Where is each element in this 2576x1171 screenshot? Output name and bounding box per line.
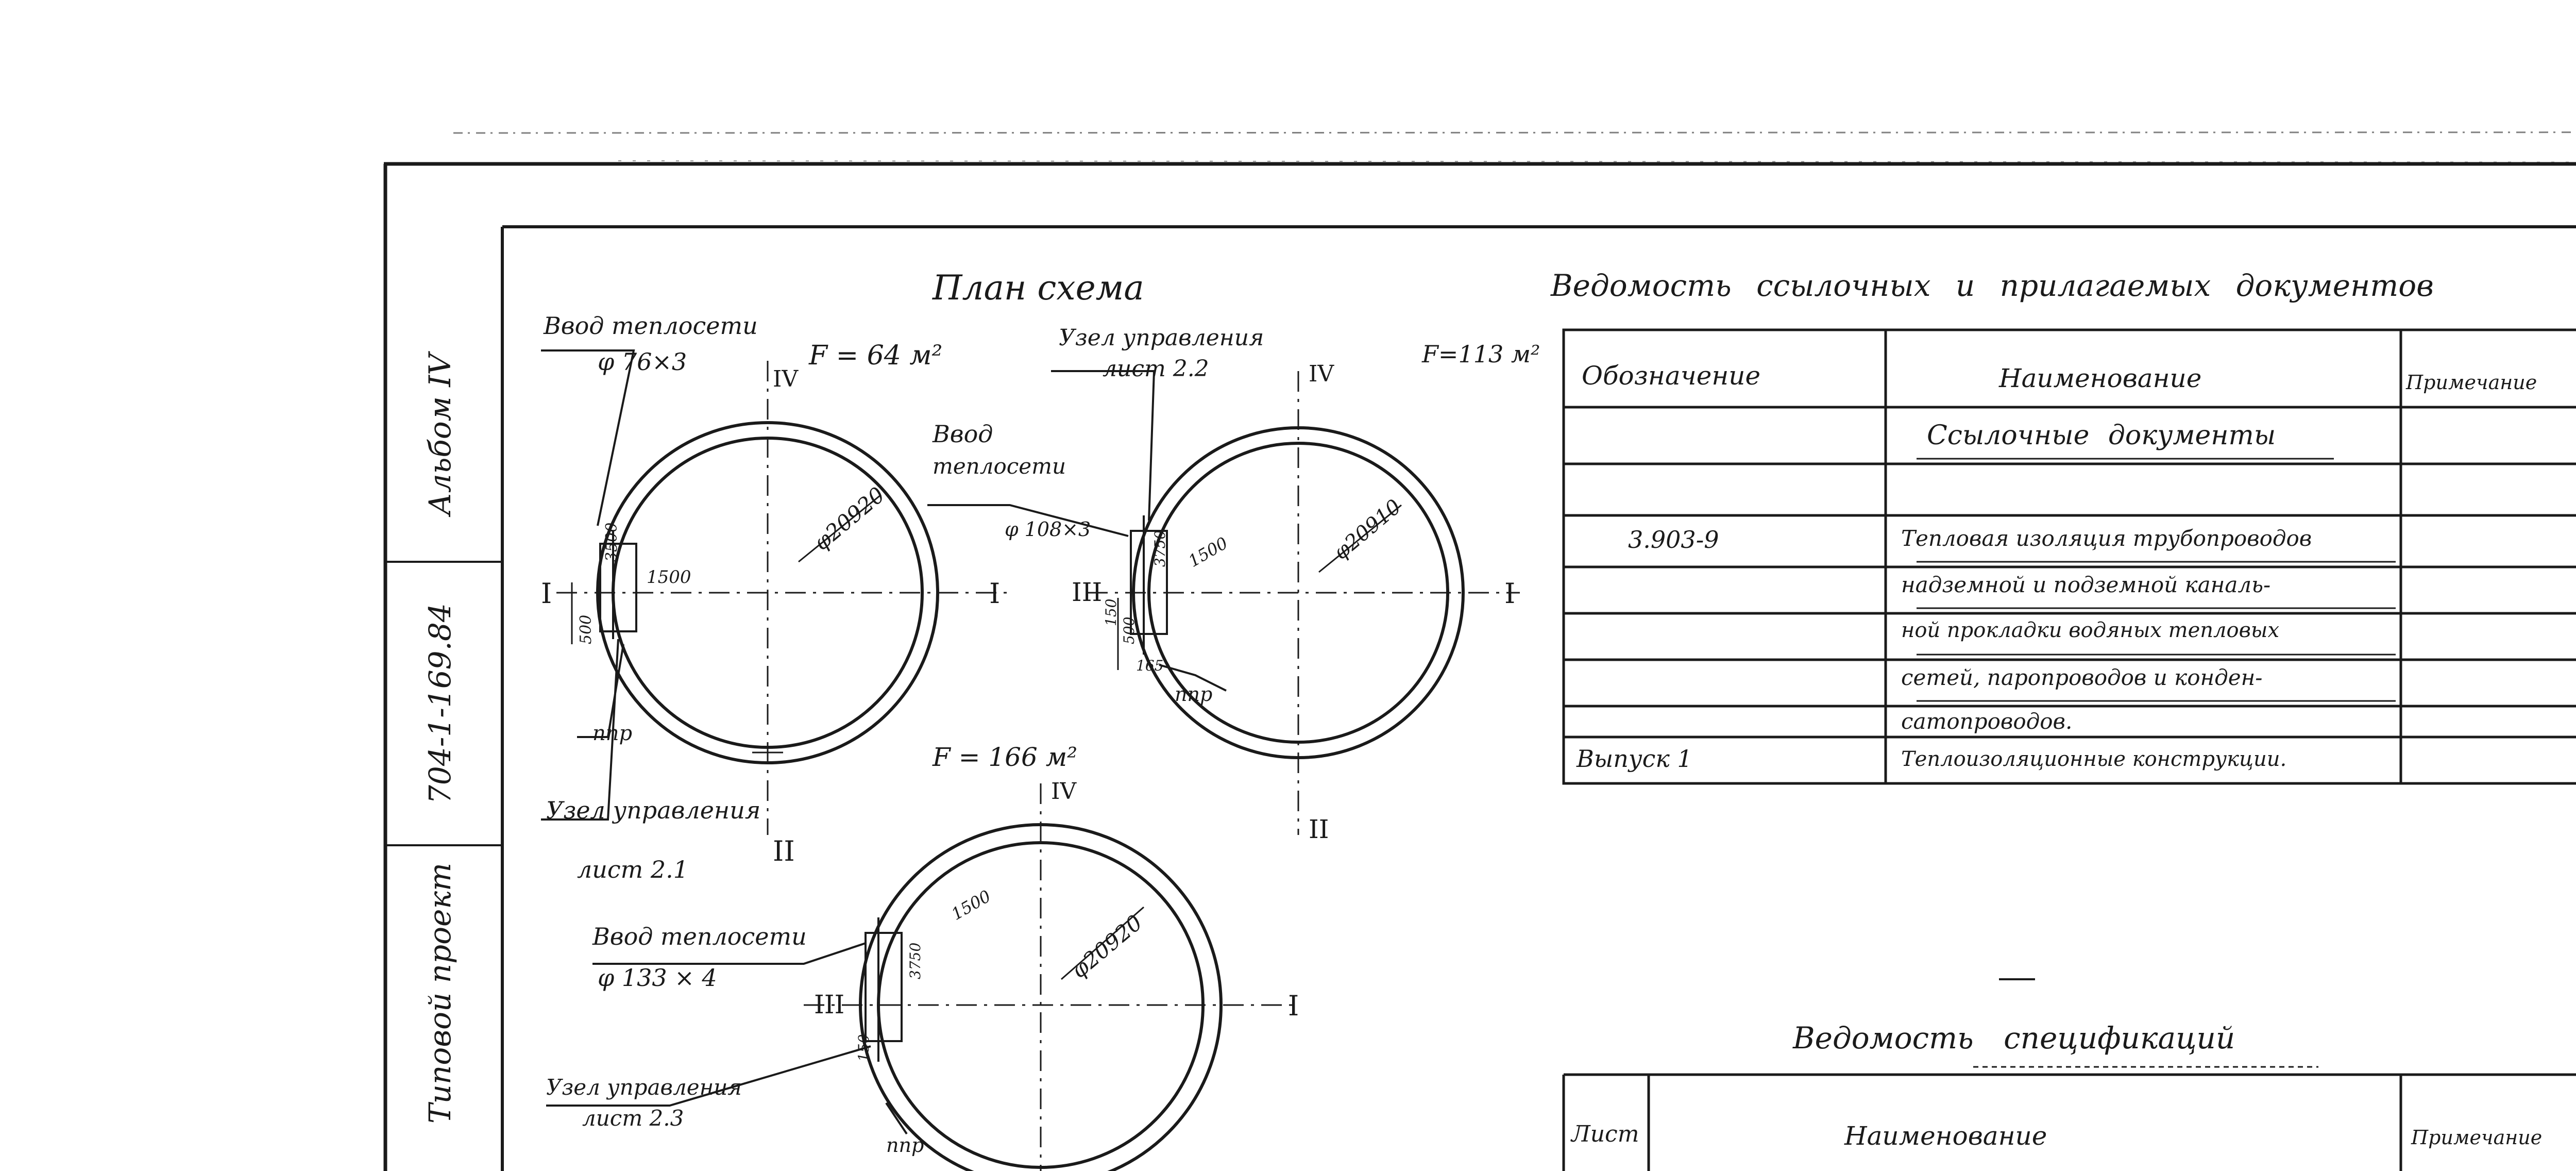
c2-inlet-label-2: теплосети bbox=[933, 454, 1066, 479]
refs-title: Ведомость ссылочных и прилагаемых документов bbox=[1551, 268, 2434, 303]
c1-diameter: φ20920 bbox=[809, 482, 890, 556]
c2-dim-3750: 3750 bbox=[1151, 530, 1168, 567]
c1-axis-bottom: II bbox=[773, 835, 795, 867]
c2-dim-500: 500 bbox=[1121, 616, 1138, 644]
c1-dim-1500: 1500 bbox=[647, 567, 691, 588]
plan-title: План схема bbox=[933, 268, 1144, 308]
side-label-project-code: 704-1-169.84 bbox=[422, 603, 457, 804]
c3-node-sheet: лист 2.3 bbox=[582, 1106, 684, 1131]
c2-node-label: Узел управления bbox=[1059, 325, 1264, 351]
side-label-typical-project: Типовой проект bbox=[422, 862, 457, 1124]
c2-inlet-size: φ 108×3 bbox=[1005, 518, 1091, 541]
c1-dim-3500: 3500 bbox=[603, 522, 621, 562]
refs-row1-line-1: Тепловая изоляция трубопроводов bbox=[1901, 526, 2312, 551]
c1-area: F = 64 м² bbox=[809, 340, 943, 371]
c1-dim-500: 500 bbox=[577, 614, 595, 644]
refs-row2-code: Выпуск 1 bbox=[1577, 745, 1692, 773]
c2-axis-right: I bbox=[1504, 577, 1516, 610]
specs-title: Ведомость спецификаций bbox=[1793, 1021, 2235, 1056]
c1-axis-top: IV bbox=[773, 366, 799, 392]
c1-axis-left: I bbox=[541, 577, 552, 610]
c1-node-sheet: лист 2.1 bbox=[577, 856, 689, 883]
refs-row1-line-2: надземной и подземной каналь- bbox=[1901, 572, 2271, 597]
c1-inlet-label: Ввод теплосети bbox=[544, 312, 758, 340]
refs-header-designation: Обозначение bbox=[1582, 361, 1761, 391]
c2-dim-1500: 1500 bbox=[1185, 533, 1231, 571]
c3-inlet-label: Ввод теплосети bbox=[592, 923, 807, 950]
refs-section-title: Ссылочные документы bbox=[1927, 420, 2276, 451]
c2-diameter: φ20910 bbox=[1329, 495, 1406, 565]
c3-area: F = 166 м² bbox=[933, 742, 1078, 772]
c3-axis-top: IV bbox=[1051, 778, 1077, 805]
c3-diameter: φ20920 bbox=[1066, 910, 1147, 983]
refs-row1-line-3: ной прокладки водяных тепловых bbox=[1901, 618, 2280, 642]
c1-ppr: ппр bbox=[592, 722, 633, 745]
c3-dim-150: 150 bbox=[855, 1034, 872, 1062]
c3-ppr: ппр bbox=[886, 1134, 924, 1157]
c1-inlet-size: φ 76×3 bbox=[598, 348, 687, 376]
refs-row2-name: Теплоизоляционные конструкции. bbox=[1901, 747, 2287, 771]
c2-inlet-label-1: Ввод bbox=[933, 420, 993, 448]
refs-row1-code: 3.903-9 bbox=[1628, 526, 1719, 554]
specs-header-name: Наименование bbox=[1844, 1121, 2047, 1151]
c3-axis-left: III bbox=[814, 990, 845, 1019]
refs-header-note: Примечание bbox=[2406, 371, 2537, 394]
c1-node-label: Узел управления bbox=[546, 796, 761, 824]
c2-ppr: ппр bbox=[1175, 683, 1213, 706]
c3-dim-3750: 3750 bbox=[907, 942, 924, 979]
c3-axis-right: I bbox=[1288, 990, 1299, 1022]
c2-axis-left: III bbox=[1072, 577, 1103, 607]
c1-axis-right: I bbox=[989, 577, 1001, 610]
c2-dim-165: 165 bbox=[1136, 657, 1164, 674]
c3-node-label: Узел управления bbox=[546, 1075, 742, 1100]
specs-header-note: Примечание bbox=[2411, 1126, 2543, 1149]
c2-area: F=113 м² bbox=[1422, 340, 1540, 368]
c3-dim-1500: 1500 bbox=[948, 886, 994, 924]
side-label-album: Альбом IV bbox=[422, 353, 457, 515]
c2-dim-150: 150 bbox=[1103, 598, 1120, 626]
c2-axis-top: IV bbox=[1309, 361, 1334, 387]
refs-row1-line-5: сатопроводов. bbox=[1901, 709, 2073, 734]
c2-node-sheet: лист 2.2 bbox=[1103, 356, 1209, 382]
c3-inlet-size: φ 133 × 4 bbox=[598, 964, 717, 992]
specs-header-sheet: Лист bbox=[1571, 1121, 1639, 1147]
c2-axis-bottom: II bbox=[1309, 814, 1329, 844]
refs-header-name: Наименование bbox=[1999, 363, 2202, 393]
refs-row1-line-4: сетей, паропроводов и конден- bbox=[1901, 665, 2263, 690]
